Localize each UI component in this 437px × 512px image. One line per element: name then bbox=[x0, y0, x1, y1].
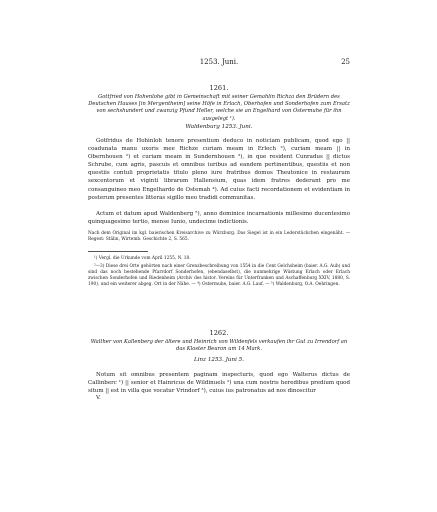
document-place-date: Linz 1253. Juni 5. bbox=[194, 357, 244, 363]
document-text-dating: Actum et datum apud Waldenberg ⁵), anno dominice incarnationis millesimo ducentesimo quinquagesimo tertio, mense Iunio, undecime indictionis. bbox=[88, 211, 350, 226]
footnote: ¹) Vergl. die Urkunde vom April 1255, N. 18. bbox=[94, 256, 191, 261]
footnote: ²—3) Diese drei Orte gehörten nach einer Grenzbeschreibung von 1554 in die Cent Gelchsheim (baier. A.G. Aub) und sind das noch bestehende Pfarrdorf Sonderhofen, (ebendaselbst), die nunmehrige Wüstung Erlach oder Erlach zwischen Sonderhofen und Riedenheim (Archiv des histor. Vereins für Unterfranken und Aschaffenburg XXIV, 1880, S. 190), und ein weiterer abgeg. Ort in der Nähe. — ⁴) Ostermuhe, baier. A.G. Lauf. — ⁵) Waldenburg, O.A. Oehringen. bbox=[88, 264, 350, 287]
document-place-date: Waldenburg 1253. Juni. bbox=[185, 124, 253, 130]
document-text: Notum sit omnibus presentem paginam inspecturis, quod ego Walterus dictus de Callinberc ¹) || senior et Hainricus de Wildinuels ²) una cum nostris heredibus predium quod situm || est in villa que vocatur Vrindorf ³), cuius ius patronatus ad nos dinoscitur bbox=[88, 372, 350, 395]
document-number: 1262. bbox=[209, 329, 229, 337]
header-date: 1253. Juni. bbox=[199, 58, 239, 66]
source-note: Nach dem Original im kgl. baierischen Kreisarchive zu Würzburg. Das Siegel ist in ein Lederstückchen eingenäht. — Regest: Stälin, Wirtemb. Geschichte 2, S. 565. bbox=[88, 231, 350, 242]
footnote-divider bbox=[88, 251, 148, 252]
document-regest: Gottfried von Hohenlohe gibt in Gemeinschaft mit seiner Gemahlin Richza den Brüdern des Deutschen Hauses [in Mergentheim] seine Höfe in Erlach, Oberhofen und Sonderhofen zum Ersatz von sechshundert und zwanzig Pfund Heller, welche sie an Engelhard von Ostermuhe für ihn ausgelegt ¹). bbox=[88, 94, 350, 122]
page-number: 25 bbox=[341, 58, 350, 66]
document-regest: Walther von Kallenberg der ältere und Heinrich von Wildenfels verkaufen ihr Gut zu Irrendorf an das Kloster Beuron um 14 Mark. bbox=[90, 339, 348, 353]
document-number: 1261. bbox=[209, 84, 229, 92]
running-header bbox=[88, 58, 350, 68]
marginal-note: V. bbox=[96, 395, 101, 401]
document-text: Gotfridus de Hohinloh tenore presentium deduco in noticiam publicam, quod ego || coadunata manu uxoris mee Richze curiam meam in Erlech ²), curiam meam || in Obernhouen ²) et curiam meam in Sundernhouen ³), in que resident Cunradus || dictus Schrube, cum agris, pascuis et omnibus iuribus ad eandem pertinentibus, questiis et non questiis contuli proprietatis titulo pleno iure fratribus domus Theutonice in restaurum sexcentorum et viginti librarum Hallensium, quas idem fratres dederant pro me consanguineo meo Engelhardo de Ostemah ⁴). Ad cuius facti recordationem et evidentiam in posterum presentes litteras sigillo meo tradidi communitas. bbox=[88, 138, 350, 201]
